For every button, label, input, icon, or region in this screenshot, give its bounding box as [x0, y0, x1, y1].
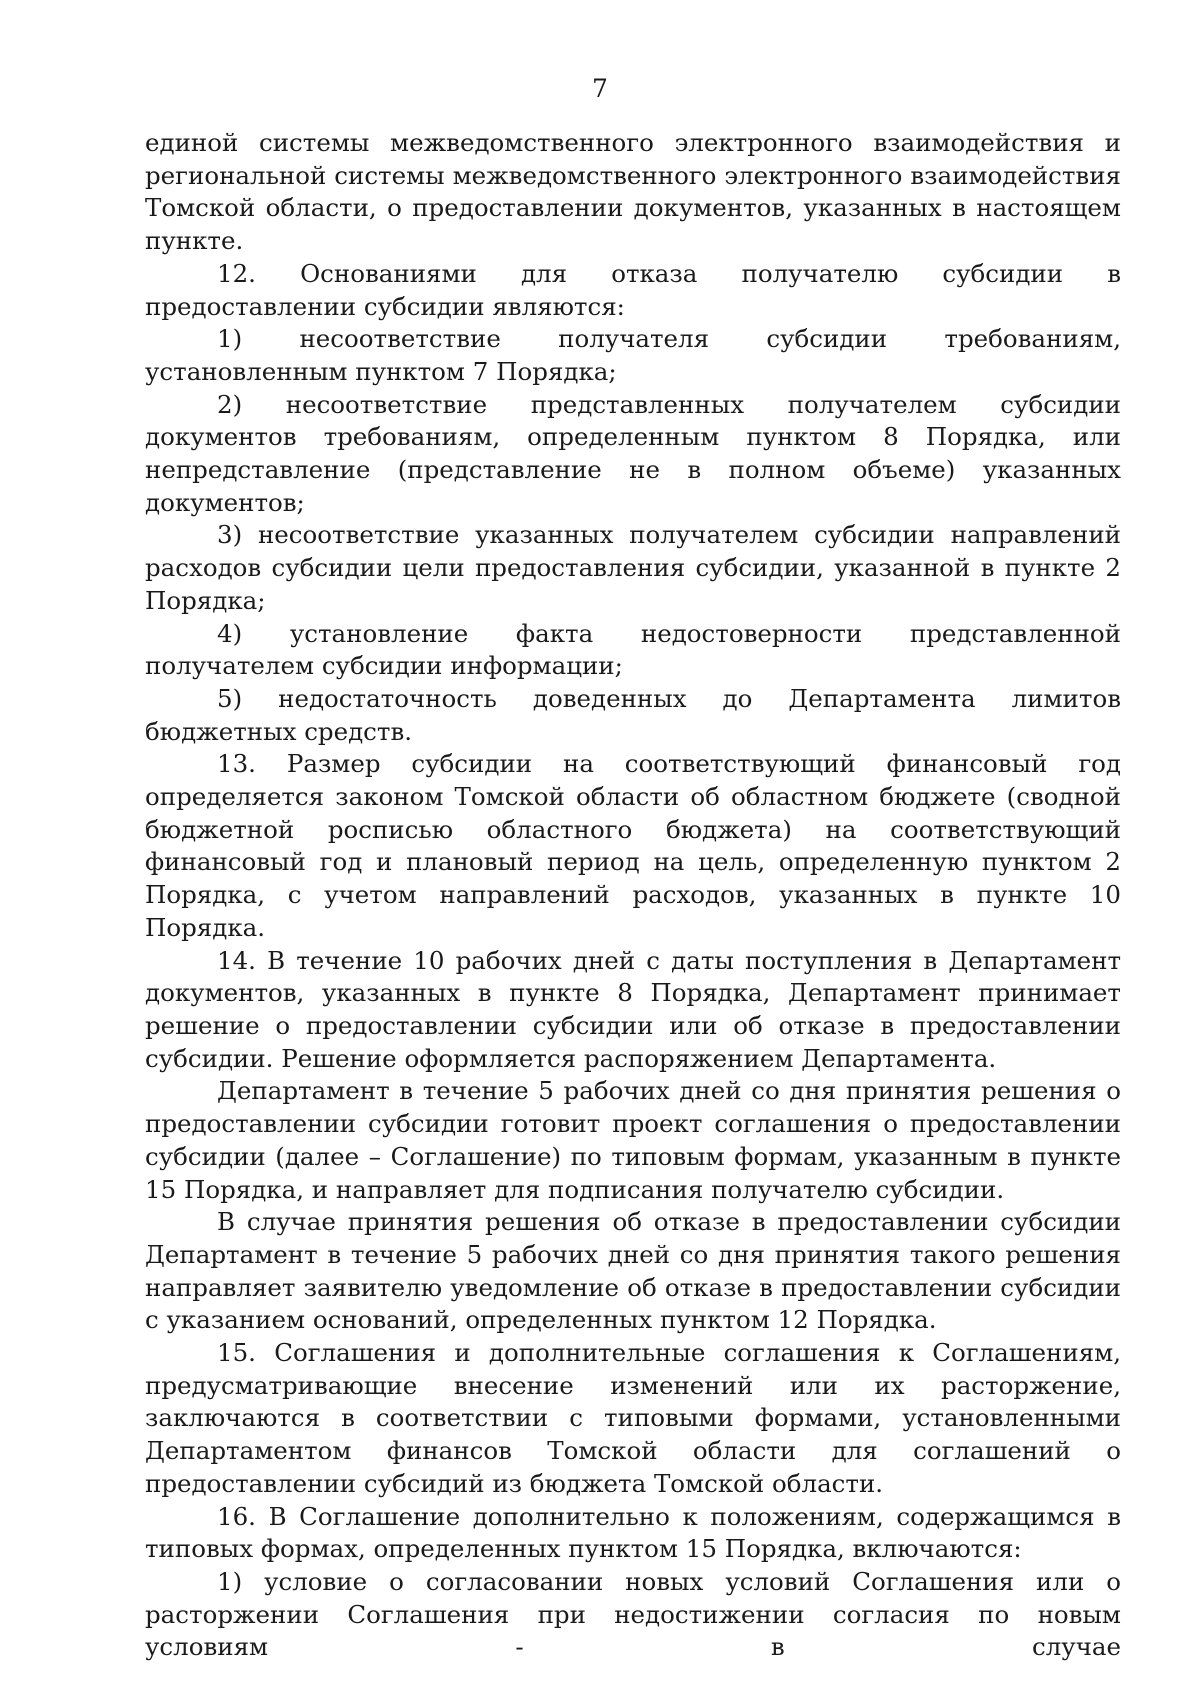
document-body	[145, 127, 1121, 1664]
paragraph-item-15: 15. Соглашения и дополнительные соглашения к Соглашениям, предусматривающие внесение изменений или их расторжение, заключаются в соответствии с типовыми формами, установленными Департаментом финансов Томской области для соглашений о предоставлении субсидий из бюджета Томской области.	[145, 1338, 1121, 1498]
page-number: 7	[592, 74, 608, 103]
paragraph-item-13: 13. Размер субсидии на соответствующий финансовый год определяется законом Томской области об областном бюджете (сводной бюджетной росписью областного бюджета) на соответствующий финансовый год и плановый период на цель, определенную пунктом 2 Порядка, с учетом направлений расходов, указанных в пункте 10 Порядка.	[145, 749, 1121, 942]
paragraph-item-16: 16. В Соглашение дополнительно к положениям, содержащимся в типовых формах, определенных пунктом 15 Порядка, включаются:	[145, 1501, 1121, 1564]
paragraph-item-14: 14. В течение 10 рабочих дней с даты поступления в Департамент документов, указанных в пункте 8 Порядка, Департамент принимает решение о предоставлении субсидии или об отказе в предоставлении субсидии. Решение оформляется распоряжением Департамента.	[145, 945, 1121, 1073]
paragraph-item-12-5: 5) недостаточность доведенных до Департамента лимитов бюджетных средств.	[145, 683, 1121, 746]
paragraph-refusal-notice: В случае принятия решения об отказе в предоставлении субсидии Департамент в течение 5 рабочих дней со дня принятия такого решения направляет заявителю уведомление об отказе в предоставлении субсидии с указанием оснований, определенных пунктом 12 Порядка.	[145, 1207, 1121, 1335]
paragraph-item-16-1: 1) условие о согласовании новых условий Соглашения или о расторжении Соглашения при недостижении согласия по новым условиям - в случае	[145, 1566, 1121, 1662]
paragraph-item-12: 12. Основаниями для отказа получателю субсидии в предоставлении субсидии являются:	[145, 258, 1121, 321]
paragraph-item-12-3: 3) несоответствие указанных получателем субсидии направлений расходов субсидии цели предоставления субсидии, указанной в пункте 2 Порядка;	[145, 520, 1121, 615]
paragraph-item-12-2: 2) несоответствие представленных получателем субсидии документов требованиям, определенным пунктом 8 Порядка, или непредставление (представление не в полном объеме) указанных документов;	[145, 389, 1121, 517]
paragraph-item-12-4: 4) установление факта недостоверности представленной получателем субсидии информации;	[145, 618, 1121, 681]
paragraph-department-agreement: Департамент в течение 5 рабочих дней со дня принятия решения о предоставлении субсидии готовит проект соглашения о предоставлении субсидии (далее – Соглашение) по типовым формам, указанным в пункте 15 Порядка, и направляет для подписания получателю субсидии.	[145, 1076, 1121, 1204]
paragraph-continuation: единой системы межведомственного электронного взаимодействия и региональной системы межведомственного электронного взаимодействия Томской области, о предоставлении документов, указанных в настоящем пункте.	[145, 128, 1121, 256]
paragraph-item-12-1: 1) несоответствие получателя субсидии требованиям, установленным пунктом 7 Порядка;	[145, 324, 1121, 386]
